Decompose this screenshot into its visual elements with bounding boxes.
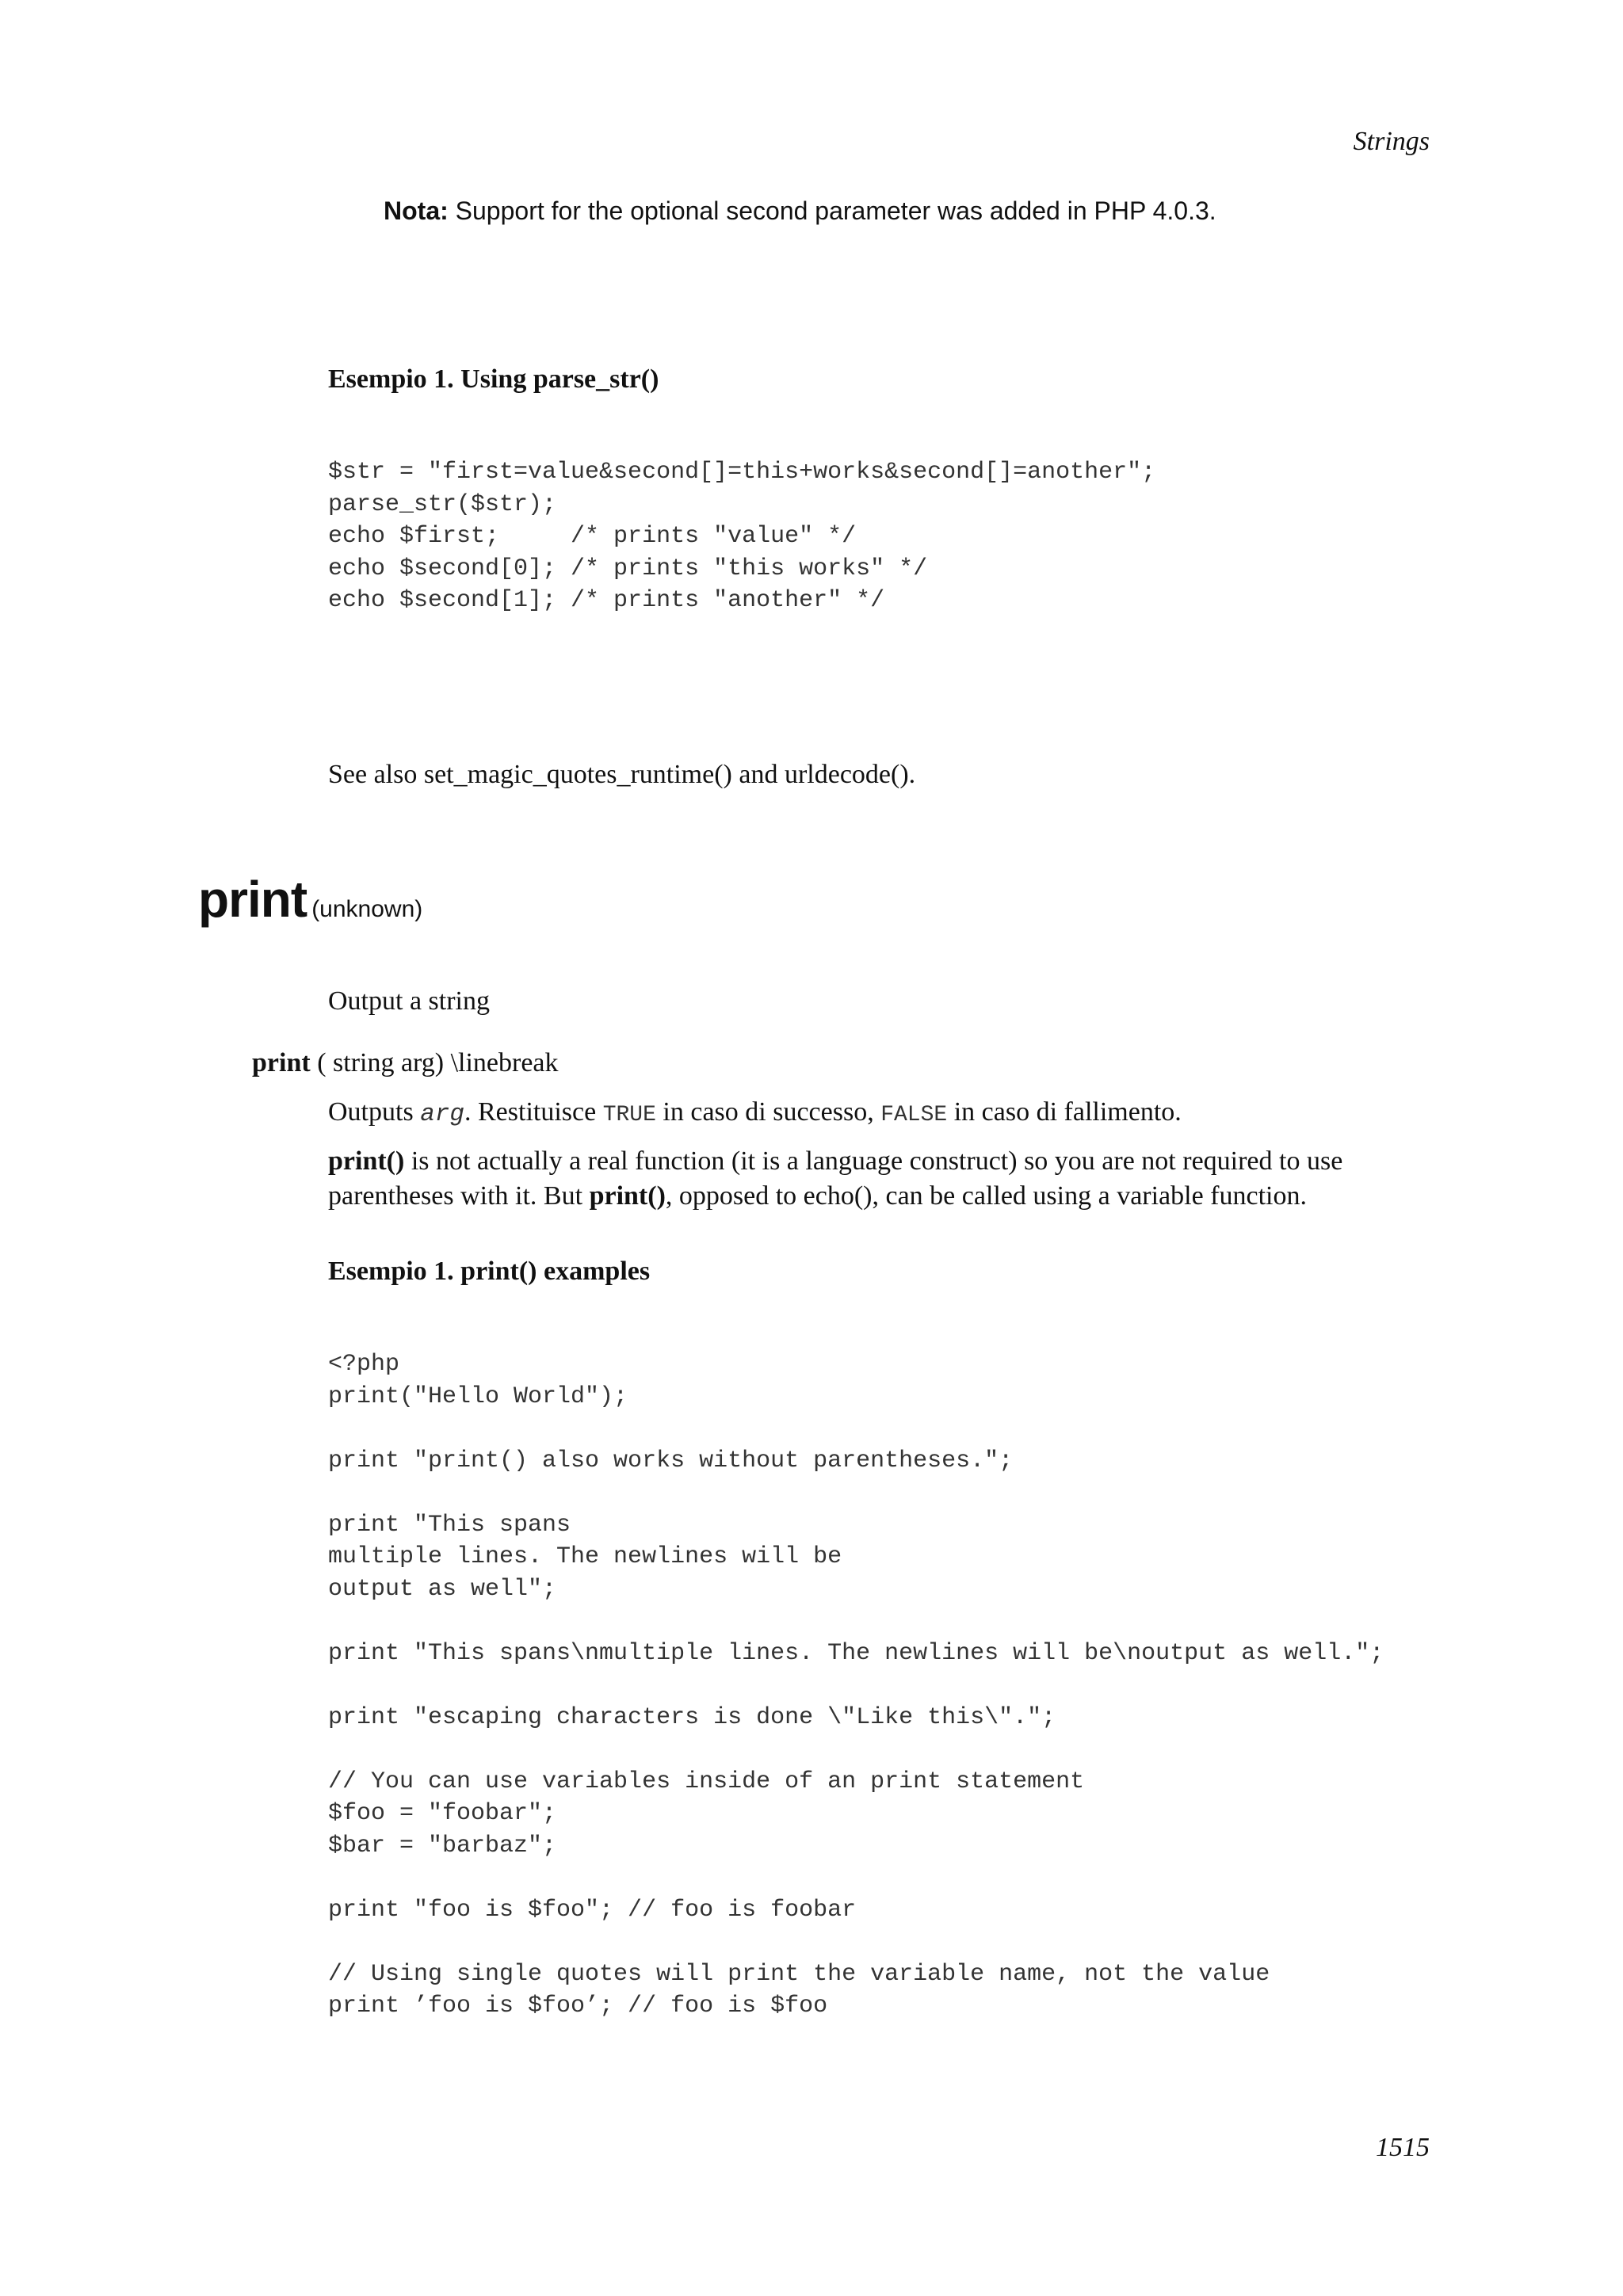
const-false: FALSE xyxy=(880,1103,948,1127)
desc2-bold2: print() xyxy=(589,1181,666,1211)
desc2-bold1: print() xyxy=(328,1146,405,1176)
desc1-d: in caso di fallimento. xyxy=(947,1097,1182,1127)
function-purpose: Output a string xyxy=(328,986,490,1016)
desc2-b: , opposed to echo(), can be called using a variable function. xyxy=(665,1181,1307,1211)
desc1-b: . Restituisce xyxy=(464,1097,603,1127)
see-also-text: See also set_magic_quotes_runtime() and urldecode(). xyxy=(328,760,916,789)
description-return-values xyxy=(328,1095,1182,1133)
note-label: Nota: xyxy=(384,196,449,225)
desc2-a: is not actually a real function (it is a language construct) so you are not required to use parentheses with it. But xyxy=(328,1146,1343,1211)
example-title-parse-str: Esempio 1. Using parse_str() xyxy=(328,364,659,394)
synopsis-params: ( string arg) \linebreak xyxy=(310,1048,559,1077)
function-entry-title xyxy=(198,870,422,929)
page-number: 1515 xyxy=(1376,2133,1430,2162)
running-header: Strings xyxy=(1353,127,1430,156)
example-title-print: Esempio 1. print() examples xyxy=(328,1257,651,1286)
synopsis-function-name: print xyxy=(252,1048,311,1077)
const-true: TRUE xyxy=(602,1103,656,1127)
function-name: print xyxy=(198,871,307,928)
desc1-a: Outputs xyxy=(328,1097,421,1127)
function-version: (unknown) xyxy=(311,896,423,922)
version-note xyxy=(384,196,1216,226)
code-block-parse-str: $str = "first=value&second[]=this+works&second[]=another"; parse_str($str); echo $first; /* prints "value" */ echo $second[0]; /* prints "this works" */ echo $second[1]; /* prints "another" */ xyxy=(328,459,1156,614)
param-arg: arg xyxy=(420,1100,464,1128)
note-text: Support for the optional second parameter was added in PHP 4.0.3. xyxy=(455,196,1216,225)
function-synopsis xyxy=(252,1046,559,1081)
code-block-print: <?php print("Hello World"); print "print() also works without parentheses."; print "This spans multiple lines. The newlines will be output as well"; print "This spans\nmultiple lines. The newlines will be\noutput as well."; print "escaping characters is done \"Like this\"."; // You can use variables inside of an print statement $foo = "foobar"; $bar = "barbaz"; print "foo is $foo"; // foo is foobar // Using single quotes will print the variable name, not the value print ’foo is $foo’; // foo is $foo xyxy=(328,1351,1384,2019)
description-language-construct xyxy=(328,1144,1382,1214)
desc1-c: in caso di successo, xyxy=(655,1097,881,1127)
